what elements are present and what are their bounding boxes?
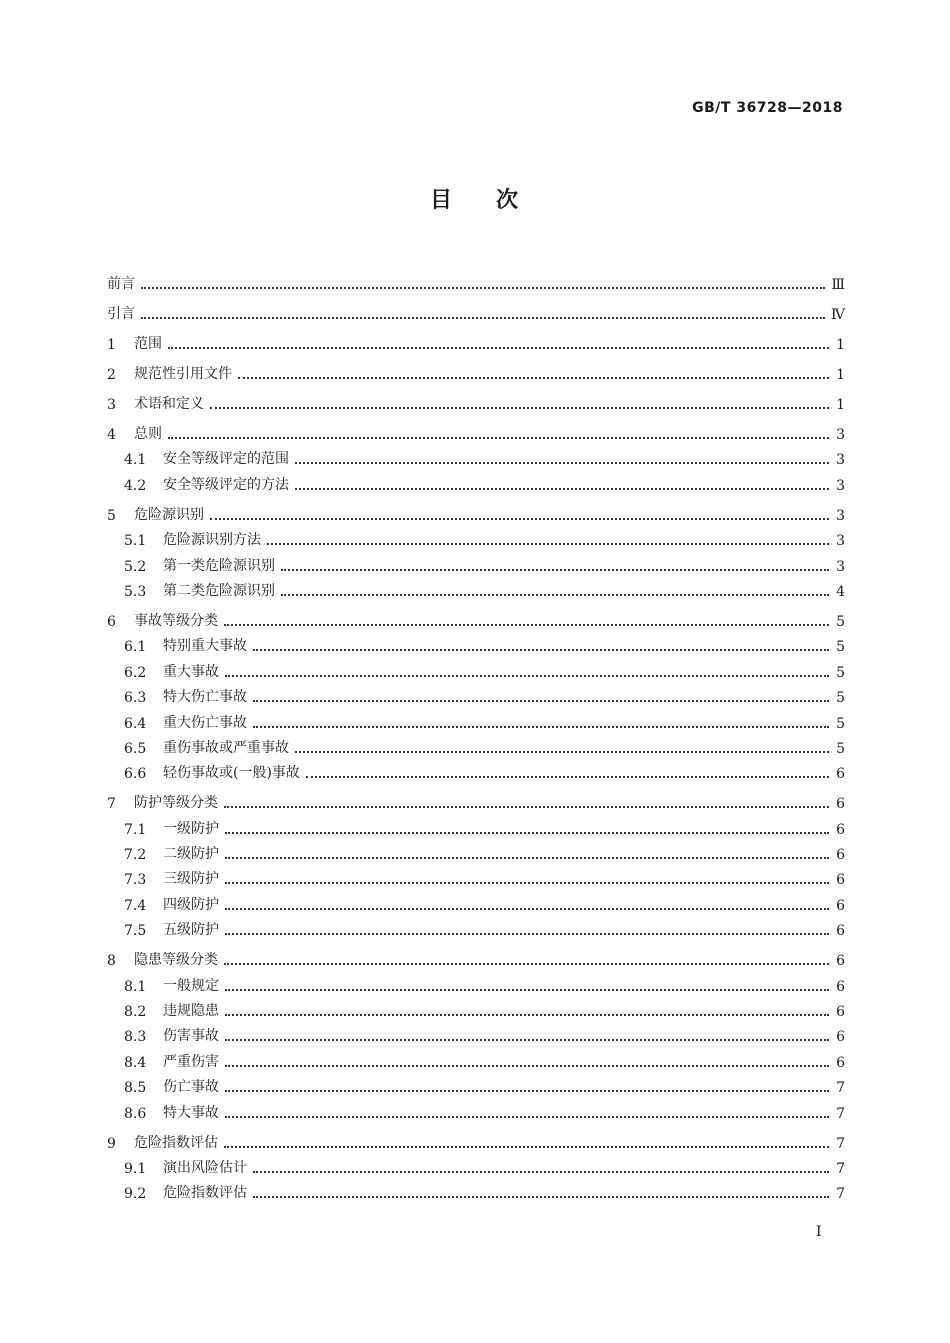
toc-leader-dots [225,1023,829,1041]
toc-entry[interactable] [107,863,845,888]
toc-entry[interactable] [107,293,845,323]
toc-entry-page: Ⅳ [831,307,845,323]
toc-entry-page: 6 [836,923,845,940]
toc-entry-label: 安全等级评定的范围 [163,451,289,468]
toc-entry[interactable] [107,1152,845,1177]
toc-entry-page: 6 [836,978,845,995]
toc-entry-page: 5 [836,690,845,707]
toc-entry-number: 4.2 [124,477,147,494]
toc-entry-number: 8.1 [124,978,147,995]
toc-entry-label: 事故等级分类 [134,612,218,629]
toc-entry-label: 引言 [107,306,135,322]
toc-entry[interactable] [107,838,845,863]
toc-leader-dots [238,361,829,379]
table-of-contents [107,263,845,1202]
toc-entry-label: 危险指数评估 [163,1185,247,1202]
toc-entry-number: 7 [107,796,116,813]
toc-entry-page: 7 [836,1080,845,1097]
toc-entry-page: 7 [836,1105,845,1122]
toc-leader-dots [225,1074,829,1092]
toc-entry[interactable] [107,524,845,549]
toc-entry-label: 特别重大事故 [163,638,247,655]
toc-entry-label: 隐患等级分类 [134,952,218,969]
toc-entry[interactable] [107,494,845,524]
toc-entry-page: 3 [836,558,845,575]
toc-leader-dots [267,527,829,545]
toc-leader-dots [224,608,829,626]
toc-entry-number: 6 [107,613,116,630]
toc-entry-number: 6.2 [124,664,147,681]
toc-entry-page: 3 [836,427,845,443]
title-char-2: 次 [496,188,521,213]
toc-entry[interactable] [107,914,845,939]
toc-entry-page: 1 [836,367,845,383]
toc-entry-label: 重大事故 [163,663,219,680]
toc-entry-label: 严重伤害 [163,1053,219,1070]
toc-entry[interactable] [107,1071,845,1096]
toc-entry[interactable] [107,323,845,353]
toc-entry-label: 一级防护 [163,820,219,837]
toc-entry-number: 8.5 [124,1080,147,1097]
toc-entry-page: 5 [836,639,845,656]
toc-leader-dots [281,553,829,571]
toc-leader-dots [210,502,829,520]
toc-entry-label: 重大伤亡事故 [163,714,247,731]
toc-entry[interactable] [107,383,845,413]
toc-entry-label: 防护等级分类 [134,795,218,812]
toc-entry-label: 危险指数评估 [134,1134,218,1151]
toc-entry-number: 8.3 [124,1029,147,1046]
toc-leader-dots [225,998,829,1016]
toc-entry[interactable] [107,969,845,994]
toc-entry-number: 8 [107,953,116,970]
toc-entry-number: 8.6 [124,1105,147,1122]
toc-entry[interactable] [107,1096,845,1121]
toc-entry-page: 6 [836,821,845,838]
toc-entry-label: 危险源识别方法 [163,532,261,549]
toc-entry-number: 6.3 [124,690,147,707]
toc-entry[interactable] [107,812,845,837]
toc-leader-dots [225,1049,829,1067]
toc-entry-page: 5 [836,740,845,757]
toc-leader-dots [225,659,829,677]
toc-entry[interactable] [107,353,845,383]
standard-code: GB/T 36728—2018 [692,100,843,116]
toc-leader-dots [306,760,829,778]
toc-entry-label: 伤亡事故 [163,1079,219,1096]
toc-entry-page: 4 [836,583,845,600]
toc-leader-dots [225,816,829,834]
toc-entry-page: 6 [836,1054,845,1071]
toc-entry[interactable] [107,681,845,706]
toc-leader-dots [253,710,829,728]
toc-leader-dots [225,917,829,935]
toc-leader-dots [225,1100,829,1118]
toc-entry[interactable] [107,888,845,913]
toc-entry[interactable] [107,575,845,600]
toc-entry-page: 6 [836,1004,845,1021]
page-title [0,183,950,214]
toc-entry[interactable] [107,732,845,757]
toc-entry-number: 8.4 [124,1054,147,1071]
toc-entry[interactable] [107,939,845,969]
toc-leader-dots [141,301,825,319]
toc-leader-dots [225,973,829,991]
toc-entry-page: 6 [836,766,845,783]
toc-entry[interactable] [107,600,845,630]
toc-entry[interactable] [107,443,845,468]
toc-entry-label: 总则 [134,426,162,442]
toc-entry[interactable] [107,413,845,443]
toc-leader-dots [224,947,829,965]
page-folio: I [816,1224,822,1240]
toc-entry[interactable] [107,1045,845,1070]
toc-entry-number: 7.5 [124,923,147,940]
toc-leader-dots [253,684,829,702]
toc-entry-number: 5.3 [124,583,147,600]
toc-entry-page: 5 [836,715,845,732]
toc-entry-page: 3 [836,533,845,550]
toc-leader-dots [210,391,829,409]
toc-entry-number: 5.2 [124,558,147,575]
toc-entry-page: 6 [836,1029,845,1046]
toc-entry-page: 6 [836,872,845,889]
toc-entry[interactable] [107,995,845,1020]
toc-entry-number: 6.1 [124,639,147,656]
toc-leader-dots [253,633,829,651]
toc-entry[interactable] [107,757,845,782]
toc-entry[interactable] [107,468,845,493]
toc-entry-page: 3 [836,452,845,469]
toc-leader-dots [168,421,829,439]
toc-entry-page: Ⅲ [831,277,845,293]
toc-entry[interactable] [107,782,845,812]
toc-leader-dots [141,271,825,289]
toc-entry-label: 违规隐患 [163,1003,219,1020]
toc-entry-label: 重伤事故或严重事故 [163,739,289,756]
toc-leader-dots [295,446,829,464]
toc-entry[interactable] [107,1177,845,1202]
toc-entry-number: 6.6 [124,766,147,783]
toc-entry-page: 3 [836,477,845,494]
toc-entry-page: 7 [836,1135,845,1152]
toc-entry[interactable] [107,706,845,731]
toc-entry-number: 1 [107,337,116,353]
toc-leader-dots [295,735,829,753]
toc-entry[interactable] [107,1020,845,1045]
toc-entry[interactable] [107,263,845,293]
toc-entry-label: 二级防护 [163,846,219,863]
toc-entry-label: 特大事故 [163,1104,219,1121]
toc-entry-number: 2 [107,367,116,383]
toc-entry-label: 伤害事故 [163,1028,219,1045]
toc-entry-number: 4.1 [124,452,147,469]
toc-leader-dots [253,1180,829,1198]
toc-entry-label: 第二类危险源识别 [163,582,275,599]
toc-entry-label: 三级防护 [163,871,219,888]
toc-entry[interactable] [107,630,845,655]
title-char-1: 目 [429,188,454,213]
toc-entry-label: 特大伤亡事故 [163,689,247,706]
toc-entry[interactable] [107,549,845,574]
toc-entry-number: 8.2 [124,1004,147,1021]
toc-entry-page: 7 [836,1160,845,1177]
toc-leader-dots [224,1130,829,1148]
toc-entry-number: 9 [107,1135,116,1152]
toc-leader-dots [281,578,829,596]
toc-entry-number: 7.2 [124,847,147,864]
toc-leader-dots [253,1155,829,1173]
toc-entry-number: 3 [107,397,116,413]
toc-entry-page: 7 [836,1186,845,1203]
toc-leader-dots [225,866,829,884]
toc-entry-label: 四级防护 [163,896,219,913]
toc-entry-page: 1 [836,397,845,413]
toc-entry-label: 危险源识别 [134,506,204,523]
toc-entry-number: 5.1 [124,533,147,550]
toc-entry-label: 规范性引用文件 [134,366,232,382]
toc-entry-number: 6.4 [124,715,147,732]
toc-entry[interactable] [107,655,845,680]
toc-entry[interactable] [107,1122,845,1152]
toc-entry-number: 9.2 [124,1186,147,1203]
toc-leader-dots [295,472,829,490]
toc-entry-label: 安全等级评定的方法 [163,476,289,493]
toc-entry-label: 演出风险估计 [163,1159,247,1176]
toc-entry-page: 3 [836,507,845,524]
toc-leader-dots [224,790,829,808]
toc-entry-page: 6 [836,796,845,813]
toc-entry-number: 7.3 [124,872,147,889]
toc-entry-number: 7.4 [124,897,147,914]
toc-entry-page: 5 [836,613,845,630]
toc-entry-label: 范围 [134,336,162,352]
toc-entry-label: 术语和定义 [134,396,204,412]
toc-entry-number: 4 [107,427,116,443]
toc-leader-dots [168,331,829,349]
toc-entry-page: 6 [836,897,845,914]
toc-entry-number: 6.5 [124,740,147,757]
toc-entry-number: 7.1 [124,821,147,838]
toc-entry-page: 6 [836,847,845,864]
toc-entry-label: 五级防护 [163,922,219,939]
toc-entry-label: 一般规定 [163,977,219,994]
toc-entry-label: 第一类危险源识别 [163,557,275,574]
toc-entry-page: 6 [836,953,845,970]
toc-leader-dots [225,892,829,910]
toc-entry-label: 轻伤事故或(一般)事故 [163,765,300,782]
toc-entry-page: 1 [836,337,845,353]
toc-entry-page: 5 [836,664,845,681]
toc-entry-number: 9.1 [124,1160,147,1177]
toc-leader-dots [225,841,829,859]
toc-entry-number: 5 [107,507,116,524]
toc-entry-label: 前言 [107,276,135,292]
